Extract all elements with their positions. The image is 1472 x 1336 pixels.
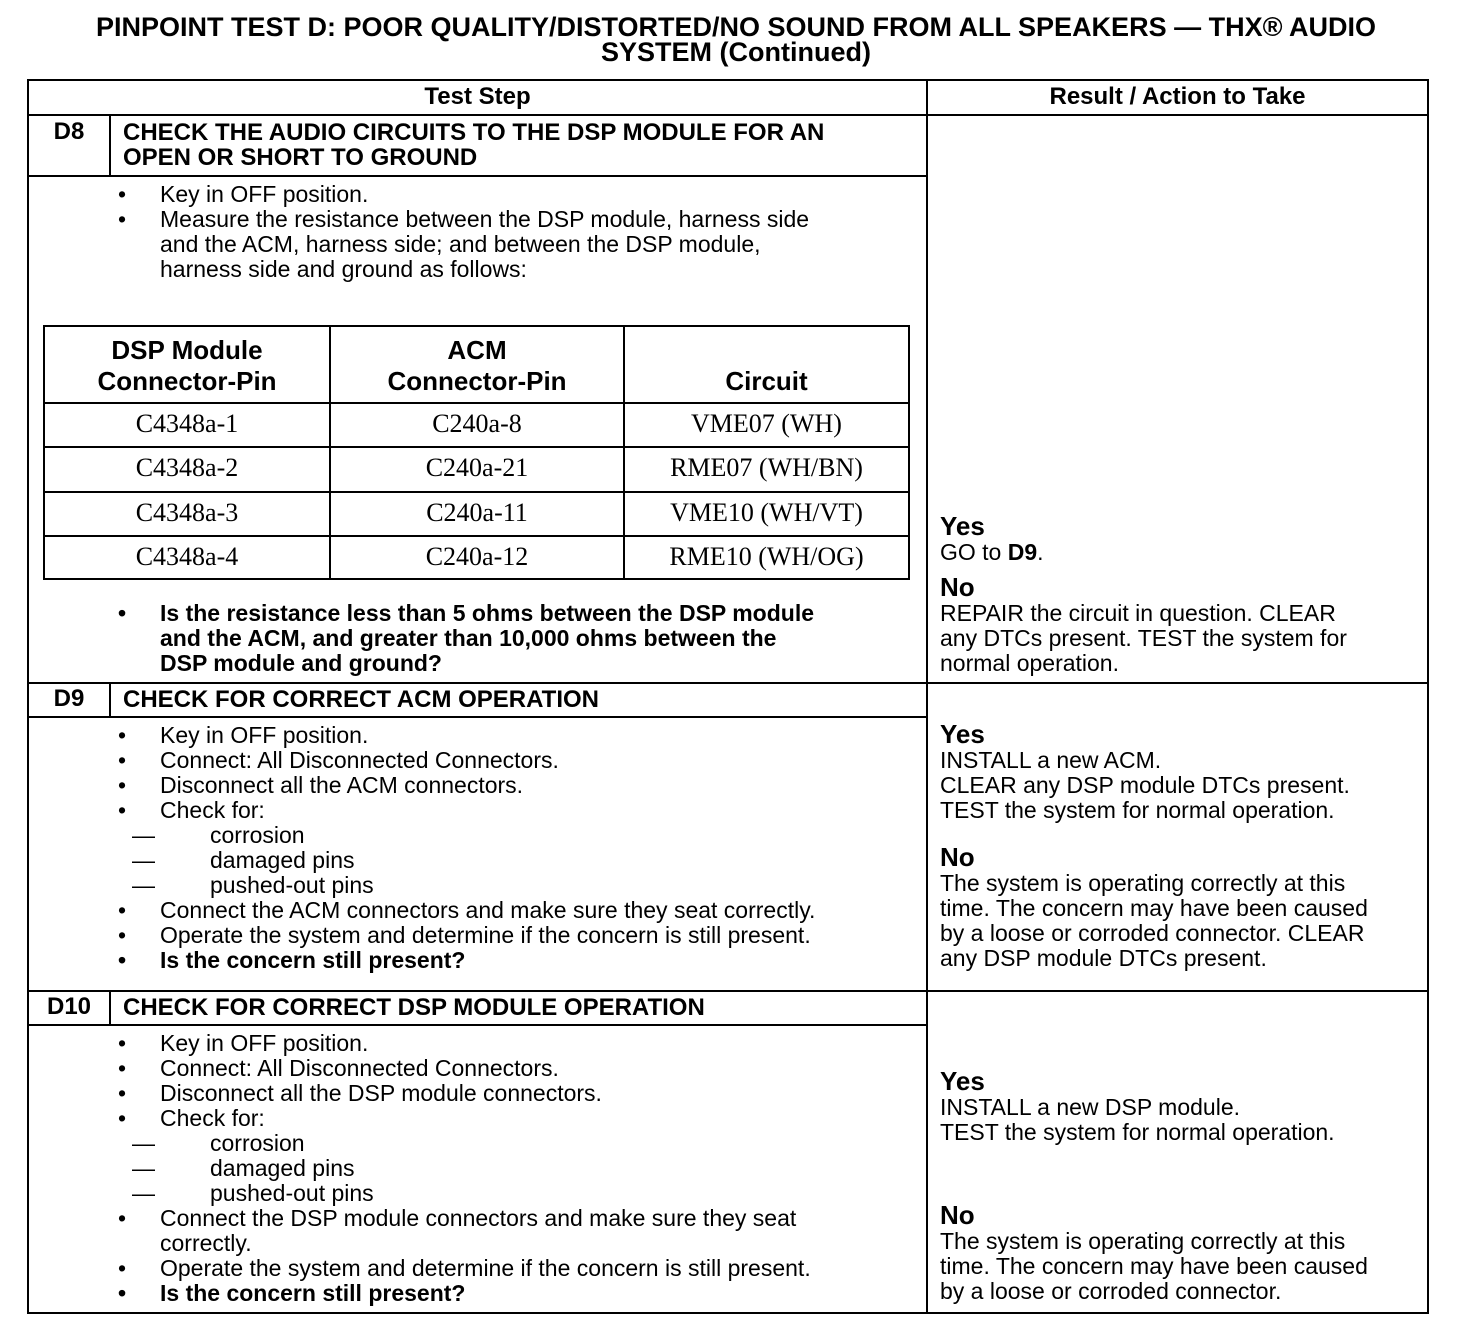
d10-title-divider — [27, 1024, 927, 1026]
bullet-icon: • — [118, 1055, 127, 1081]
bullet-icon: • — [118, 747, 127, 773]
d8-no-action-line: REPAIR the circuit in question. CLEAR — [940, 600, 1336, 626]
yes-label: Yes — [940, 511, 985, 541]
sub-list-item: — pushed-out pins — [132, 872, 374, 898]
d10-no-action-line: by a loose or corroded connector. — [940, 1278, 1282, 1304]
d8-d9-divider — [27, 682, 1429, 684]
list-item: • Disconnect all the DSP module connectors. — [118, 1080, 602, 1106]
table-cell: RME07 (WH/BN) — [670, 453, 863, 482]
bullet-icon: • — [118, 1205, 127, 1231]
table-cell: C4348a-2 — [135, 453, 239, 482]
d8-yes-action: GO to D9. — [940, 539, 1044, 565]
list-item: • Key in OFF position. — [118, 1030, 369, 1056]
table-cell: C240a-12 — [425, 542, 529, 571]
list-item-continuation: correctly. — [160, 1230, 252, 1256]
page-title-line-1: PINPOINT TEST D: POOR QUALITY/DISTORTED/NO SOUND FROM ALL SPEAKERS — THX® AUDIO — [96, 12, 1376, 42]
list-item-continuation: and the ACM, harness side; and between the DSP module, — [160, 231, 761, 257]
yes-label: Yes — [940, 1066, 985, 1096]
d8-instructions — [112, 182, 809, 282]
bullet-icon: • — [118, 1255, 127, 1281]
connector-pin-table — [43, 325, 910, 580]
bullet-icon: • — [118, 206, 127, 232]
sub-list-item: — damaged pins — [132, 1155, 355, 1181]
d9-no-action-line: time. The concern may have been caused — [940, 895, 1368, 921]
d10-yes-action-line: TEST the system for normal operation. — [940, 1119, 1335, 1145]
table-cell: RME10 (WH/OG) — [669, 542, 864, 571]
table-cell: VME07 (WH) — [691, 409, 842, 438]
no-label: No — [940, 572, 975, 602]
pin-table-header-dsp: DSP Module Connector-Pin — [97, 335, 277, 396]
no-label: No — [940, 1200, 975, 1230]
d9-yes-action-line: TEST the system for normal operation. — [940, 797, 1335, 823]
table-cell: C4348a-3 — [135, 498, 239, 527]
list-item-question: • Is the concern still present? — [118, 947, 466, 973]
step-number-d8: D8 — [53, 118, 85, 145]
column-divider — [926, 79, 928, 1314]
list-item-question: • Is the concern still present? — [118, 1280, 466, 1306]
d10-result — [940, 1067, 1368, 1304]
d8-result — [940, 512, 1347, 676]
bullet-icon: • — [118, 1080, 127, 1106]
d10-instructions — [112, 1031, 811, 1306]
sub-list-item: — damaged pins — [132, 847, 355, 873]
page-title — [20, 12, 1452, 67]
sub-list-item: — corrosion — [132, 1130, 305, 1156]
dash-icon: — — [132, 1130, 155, 1156]
bullet-icon: • — [118, 722, 127, 748]
bullet-icon: • — [118, 1030, 127, 1056]
d9-d10-divider — [27, 990, 1429, 992]
d9-title-divider — [27, 716, 927, 718]
list-item: • Connect: All Disconnected Connectors. — [118, 1055, 559, 1081]
step-title-d10: CHECK FOR CORRECT DSP MODULE OPERATION — [123, 994, 705, 1021]
dash-icon: — — [132, 1180, 155, 1206]
d9-no-action-line: The system is operating correctly at this — [940, 870, 1346, 896]
header-divider — [27, 114, 1429, 116]
pin-table-header-circuit: Circuit — [725, 366, 808, 396]
step-reference: D9 — [1007, 539, 1038, 565]
d8-number-divider — [109, 114, 111, 177]
pin-table-row-divider — [45, 446, 908, 448]
list-item-continuation: DSP module and ground? — [160, 650, 442, 676]
header-result-action: Result / Action to Take — [1049, 83, 1306, 110]
table-cell: VME10 (WH/VT) — [670, 498, 863, 527]
no-label: No — [940, 842, 975, 872]
list-item: • Operate the system and determine if the concern is still present. — [118, 1255, 811, 1281]
d10-no-action-line: The system is operating correctly at this — [940, 1228, 1346, 1254]
table-cell: C240a-8 — [432, 409, 522, 438]
list-item: • Check for: — [118, 1105, 265, 1131]
bullet-icon: • — [118, 1280, 127, 1306]
step-number-d10: D10 — [46, 993, 92, 1020]
page-title-line-2: SYSTEM (Continued) — [601, 37, 871, 67]
table-cell: C4348a-4 — [135, 542, 239, 571]
list-item: • Is the resistance less than 5 ohms between the DSP module — [118, 600, 815, 626]
list-item: • Connect the ACM connectors and make sure they seat correctly. — [118, 897, 816, 923]
list-item: • Operate the system and determine if the concern is still present. — [118, 922, 811, 948]
pin-table-header-divider — [45, 402, 908, 404]
d9-instructions — [112, 723, 815, 973]
d8-no-action-line: any DTCs present. TEST the system for — [940, 625, 1347, 651]
bullet-icon: • — [118, 797, 127, 823]
dash-icon: — — [132, 1155, 155, 1181]
header-test-step: Test Step — [424, 83, 531, 110]
bullet-icon: • — [118, 600, 127, 626]
list-item: • Key in OFF position. — [118, 722, 369, 748]
d9-no-action-line: by a loose or corroded connector. CLEAR — [940, 920, 1365, 946]
list-item: • Disconnect all the ACM connectors. — [118, 772, 524, 798]
bullet-icon: • — [118, 772, 127, 798]
dash-icon: — — [132, 872, 155, 898]
bullet-icon: • — [118, 947, 127, 973]
pin-table-row-divider — [45, 535, 908, 537]
pin-table-row-divider — [45, 491, 908, 493]
list-item-continuation: harness side and ground as follows: — [160, 256, 527, 282]
yes-label: Yes — [940, 719, 985, 749]
table-cell: C240a-11 — [426, 498, 528, 527]
d9-yes-action-line: INSTALL a new ACM. — [940, 747, 1162, 773]
list-item: • Check for: — [118, 797, 265, 823]
d8-no-action-line: normal operation. — [940, 650, 1119, 676]
list-item: • Connect the DSP module connectors and make sure they seat — [118, 1205, 797, 1231]
table-cell: C4348a-1 — [135, 409, 239, 438]
d10-yes-action-line: INSTALL a new DSP module. — [940, 1094, 1240, 1120]
dash-icon: — — [132, 822, 155, 848]
d10-number-divider — [109, 990, 111, 1026]
pin-table-header-acm: ACM Connector-Pin — [387, 335, 567, 396]
bullet-icon: • — [118, 922, 127, 948]
d8-title-divider — [27, 175, 927, 177]
list-item-continuation: and the ACM, and greater than 10,000 ohms between the — [160, 625, 777, 651]
table-cell: C240a-21 — [425, 453, 529, 482]
sub-list-item: — corrosion — [132, 822, 305, 848]
dash-icon: — — [132, 847, 155, 873]
d8-question — [112, 601, 814, 676]
d9-yes-action-line: CLEAR any DSP module DTCs present. — [940, 772, 1350, 798]
d10-no-action-line: time. The concern may have been caused — [940, 1253, 1368, 1279]
sub-list-item: — pushed-out pins — [132, 1180, 374, 1206]
list-item: • Measure the resistance between the DSP module, harness side — [118, 206, 810, 232]
step-title-d8-line-2: OPEN OR SHORT TO GROUND — [123, 144, 478, 171]
d9-result — [940, 720, 1368, 971]
bullet-icon: • — [118, 1105, 127, 1131]
d9-number-divider — [109, 682, 111, 718]
bullet-icon: • — [118, 897, 127, 923]
bullet-icon: • — [118, 181, 127, 207]
step-title-d9: CHECK FOR CORRECT ACM OPERATION — [123, 686, 599, 713]
step-number-d9: D9 — [53, 685, 85, 712]
list-item: • Key in OFF position. — [118, 181, 369, 207]
d9-no-action-line: any DSP module DTCs present. — [940, 945, 1267, 971]
step-title-d8 — [123, 120, 824, 170]
list-item: • Connect: All Disconnected Connectors. — [118, 747, 559, 773]
step-title-d8-line-1: CHECK THE AUDIO CIRCUITS TO THE DSP MODULE FOR AN — [123, 119, 825, 146]
